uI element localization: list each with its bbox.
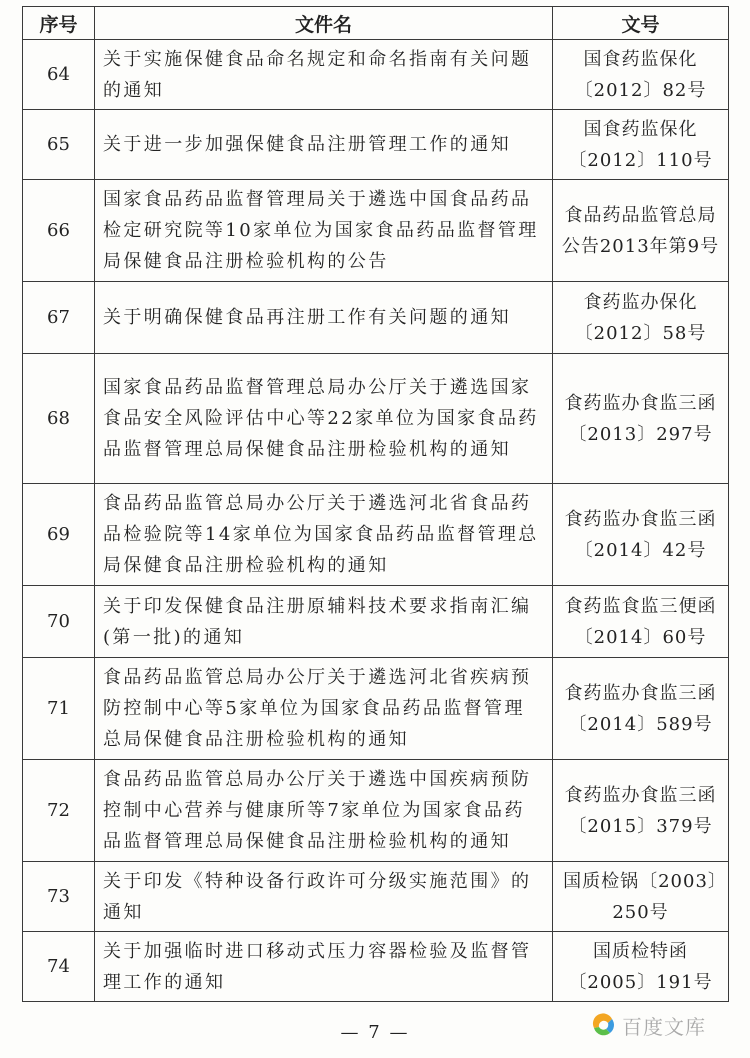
row-name: 关于实施保健食品命名规定和命名指南有关问题的通知 [95,40,553,110]
row-no: 64 [23,40,95,110]
row-name: 关于加强临时进口移动式压力容器检验及监督管理工作的通知 [95,932,553,1002]
row-name: 食品药品监管总局办公厅关于遴选河北省疾病预防控制中心等5家单位为国家食品药品监督管理总局保健食品注册检验机构的通知 [95,658,553,760]
document-page [22,6,728,1002]
row-no: 69 [23,484,95,586]
row-code: 国食药监保化〔2012〕110号 [553,110,729,180]
logo-text: 百度文库 [622,1014,706,1039]
row-code: 食药监办食监三函〔2014〕42号 [553,484,729,586]
row-code: 食药监办食监三函〔2013〕297号 [553,354,729,484]
header-no: 序号 [23,7,95,40]
row-no: 70 [23,586,95,658]
table-row [23,862,729,932]
row-no: 66 [23,180,95,282]
row-no: 65 [23,110,95,180]
table-row [23,484,729,586]
table-row [23,586,729,658]
row-no: 71 [23,658,95,760]
row-name: 关于进一步加强保健食品注册管理工作的通知 [95,110,553,180]
row-name: 关于印发《特种设备行政许可分级实施范围》的通知 [95,862,553,932]
table-row [23,354,729,484]
row-no: 72 [23,760,95,862]
row-code: 国质检特函〔2005〕191号 [553,932,729,1002]
row-code: 食品药品监管总局公告2013年第9号 [553,180,729,282]
row-no: 73 [23,862,95,932]
row-name: 关于明确保健食品再注册工作有关问题的通知 [95,282,553,354]
row-name: 国家食品药品监督管理局关于遴选中国食品药品检定研究院等10家单位为国家食品药品监督管理局保健食品注册检验机构的公告 [95,180,553,282]
row-code: 国质检锅〔2003〕250号 [553,862,729,932]
row-name: 关于印发保健食品注册原辅料技术要求指南汇编(第一批)的通知 [95,586,553,658]
table-row [23,760,729,862]
table-row [23,932,729,1002]
row-code: 食药监办食监三函〔2014〕589号 [553,658,729,760]
row-code: 食药监办保化〔2012〕58号 [553,282,729,354]
header-code: 文号 [553,7,729,40]
row-no: 74 [23,932,95,1002]
row-name: 食品药品监管总局办公厅关于遴选河北省食品药品检验院等14家单位为国家食品药品监督管理总局保健食品注册检验机构的通知 [95,484,553,586]
row-no: 68 [23,354,95,484]
row-code: 国食药监保化〔2012〕82号 [553,40,729,110]
table-row [23,40,729,110]
row-name: 国家食品药品监督管理总局办公厅关于遴选国家食品安全风险评估中心等22家单位为国家食品药品监督管理总局保健食品注册检验机构的通知 [95,354,553,484]
table-row [23,180,729,282]
row-code: 食药监办食监三函〔2015〕379号 [553,760,729,862]
table-row [23,282,729,354]
page-number: — 7 — [340,1022,410,1043]
table-header-row [23,7,729,40]
table-row [23,110,729,180]
row-name: 食品药品监管总局办公厅关于遴选中国疾病预防控制中心营养与健康所等7家单位为国家食品药品监督管理总局保健食品注册检验机构的通知 [95,760,553,862]
file-list-table [22,6,729,1002]
header-name: 文件名 [95,7,553,40]
row-code: 食药监食监三便函〔2014〕60号 [553,586,729,658]
row-no: 67 [23,282,95,354]
table-row [23,658,729,760]
